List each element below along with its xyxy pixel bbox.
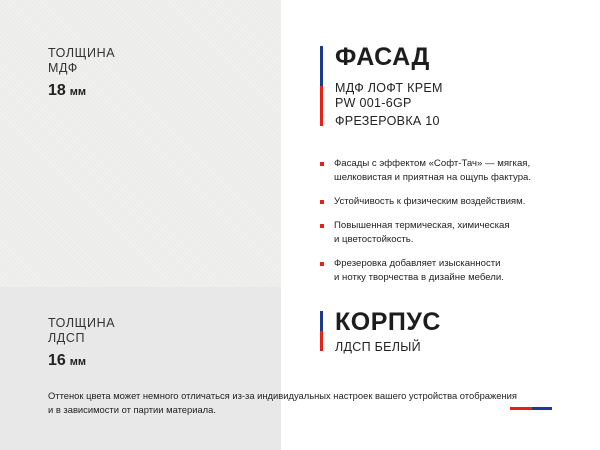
facade-bar-blue — [320, 46, 323, 86]
facade-bar-red — [320, 86, 323, 126]
facade-material-line2: PW 001-6GP — [335, 96, 412, 110]
feature-line: и цветостойкость. — [334, 234, 414, 245]
feature-line: Повышенная термическая, химическая — [334, 220, 510, 231]
corpus-title: КОРПУС — [335, 308, 441, 336]
corpus-bar-blue — [320, 311, 323, 331]
facade-title: ФАСАД — [335, 43, 430, 71]
ldsp-value: 16 — [48, 352, 66, 369]
feature-line: Фрезеровка добавляет изысканности — [334, 258, 501, 269]
feature-item — [320, 195, 570, 209]
ldsp-thickness-label — [48, 316, 115, 346]
ldsp-unit: мм — [69, 356, 87, 368]
mdf-label-line1: ТОЛЩИНА — [48, 46, 116, 60]
feature-line: шелковистая и приятная на ощупь фактура. — [334, 172, 532, 183]
ldsp-label-line1: ТОЛЩИНА — [48, 316, 116, 330]
mdf-value: 18 — [48, 82, 66, 99]
color-disclaimer — [48, 389, 568, 417]
bullet-square-icon — [320, 224, 324, 228]
corpus-material: ЛДСП БЕЛЫЙ — [335, 340, 421, 354]
facade-material — [335, 81, 443, 111]
flag-red-segment — [510, 407, 532, 410]
ldsp-label-line2: ЛДСП — [48, 331, 86, 345]
bullet-square-icon — [320, 200, 324, 204]
bullet-square-icon — [320, 162, 324, 166]
feature-item — [320, 257, 570, 285]
facade-milling: ФРЕЗЕРОВКА 10 — [335, 114, 440, 128]
bullet-square-icon — [320, 262, 324, 266]
feature-line: Устойчивость к физическим воздействиям. — [334, 196, 526, 207]
flag-blue-segment — [532, 407, 552, 410]
mdf-thickness-label — [48, 46, 115, 76]
disclaimer-line2: и в зависимости от партии материала. — [48, 404, 216, 415]
corpus-bar-red — [320, 331, 323, 351]
mdf-label-line2: МДФ — [48, 61, 78, 75]
facade-features-list — [320, 157, 570, 295]
mdf-texture-panel — [0, 0, 281, 287]
facade-material-line1: МДФ ЛОФТ КРЕМ — [335, 81, 443, 95]
feature-line: и нотку творчества в дизайне мебели. — [334, 272, 504, 283]
flag-stripe-icon — [510, 407, 552, 410]
ldsp-texture-panel — [0, 287, 281, 450]
feature-line: Фасады с эффектом «Софт-Тач» — мягкая, — [334, 158, 531, 169]
mdf-thickness-value — [48, 82, 86, 100]
feature-item — [320, 157, 570, 185]
ldsp-thickness-value — [48, 352, 86, 370]
mdf-unit: мм — [69, 86, 87, 98]
disclaimer-line1: Оттенок цвета может немного отличаться из-за индивидуальных настроек вашего устройства отображения — [48, 390, 517, 401]
feature-item — [320, 219, 570, 247]
